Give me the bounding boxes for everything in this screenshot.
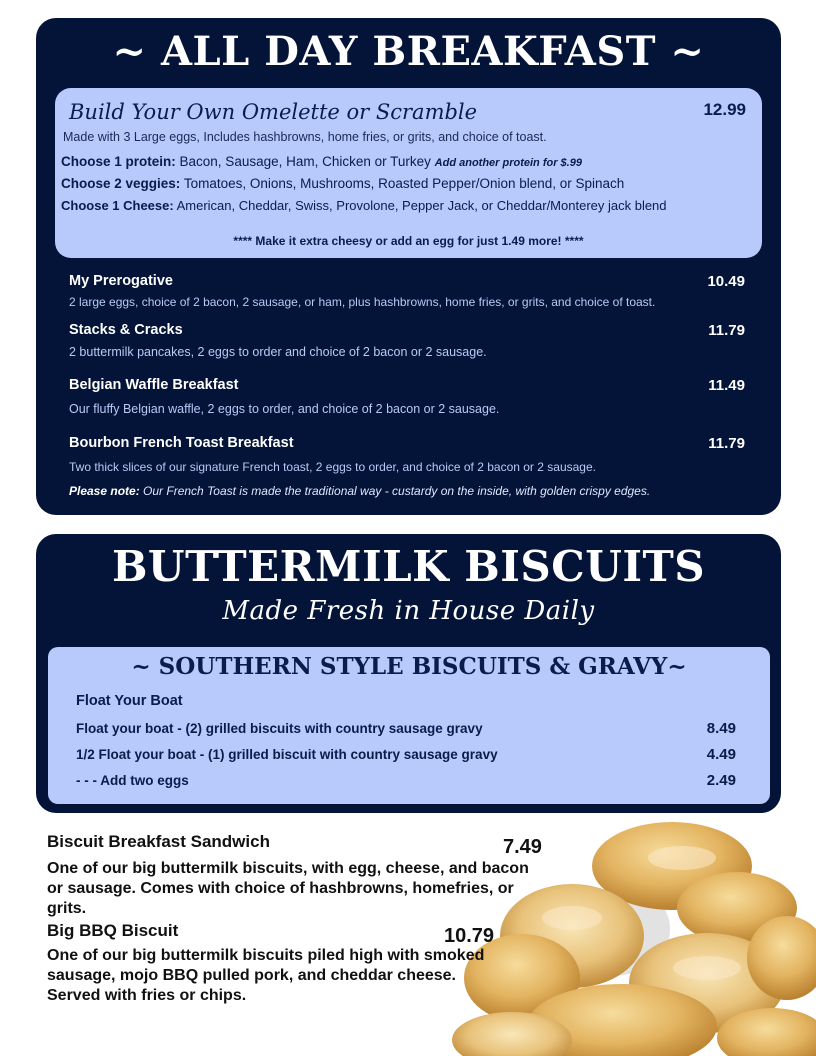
gravy-item-name: 1/2 Float your boat - (1) grilled biscuit with country sausage gravy: [76, 747, 498, 762]
note-label: Please note:: [69, 484, 140, 498]
gravy-section-title: Float Your Boat: [76, 693, 183, 709]
breakfast-panel: [36, 18, 781, 515]
omelette-title: Build Your Own Omelette or Scramble: [69, 100, 478, 124]
sandwich-description: One of our big buttermilk biscuits, with egg, cheese, and bacon or sausage. Comes with choice of hashbrowns, homefries, or grits.: [47, 860, 529, 917]
item-price: 10.49: [707, 273, 745, 290]
omelette-price: 12.99: [703, 100, 746, 119]
omelette-box: [55, 88, 762, 258]
item-name: Belgian Waffle Breakfast: [69, 377, 239, 393]
omelette-description: Made with 3 Large eggs, Includes hashbrowns, home fries, or grits, and choice of toast.: [63, 130, 547, 144]
item-price: 11.79: [708, 322, 745, 339]
cheese-line: [61, 198, 667, 213]
gravy-item-price: 8.49: [706, 720, 736, 737]
sandwich-name: Biscuit Breakfast Sandwich: [47, 832, 270, 851]
protein-note: Add another protein for $.99: [434, 157, 582, 169]
item-name: My Prerogative: [69, 273, 173, 289]
omelette-extra: **** Make it extra cheesy or add an egg for just 1.49 more! ****: [233, 234, 584, 248]
note-text: Our French Toast is made the traditional way - custardy on the inside, with golden crispy edges.: [143, 484, 651, 498]
sandwich-description: One of our big buttermilk biscuits piled high with smoked sausage, mojo BBQ pulled pork, and cheddar cheese. Served with fries or chips.: [47, 947, 485, 1004]
gravy-item-name: - - - Add two eggs: [76, 773, 189, 788]
item-name: Bourbon French Toast Breakfast: [69, 435, 294, 451]
gravy-item-name: Float your boat - (2) grilled biscuits with country sausage gravy: [76, 721, 483, 736]
gravy-item-price: 4.49: [706, 746, 736, 763]
sandwich-price: 7.49: [503, 836, 542, 858]
biscuits-title: BUTTERMILK BISCUITS: [111, 542, 706, 591]
item-description: Two thick slices of our signature French toast, 2 eggs to order, and choice of 2 bacon or 2 sausage.: [69, 460, 596, 474]
item-description: Our fluffy Belgian waffle, 2 eggs to order, and choice of 2 bacon or 2 sausage.: [69, 402, 500, 416]
gravy-item-price: 2.49: [706, 772, 736, 789]
biscuits-panel: [36, 534, 781, 813]
protein-label: Choose 1 protein:: [61, 154, 176, 169]
item-description: 2 buttermilk pancakes, 2 eggs to order and choice of 2 bacon or 2 sausage.: [69, 345, 487, 359]
sandwich-name: Big BBQ Biscuit: [47, 921, 179, 940]
cheese-options: American, Cheddar, Swiss, Provolone, Pepper Jack, or Cheddar/Monterey jack blend: [176, 198, 667, 213]
french-toast-note: [69, 484, 650, 498]
sandwich-price: 10.79: [444, 925, 495, 947]
veggie-label: Choose 2 veggies:: [61, 176, 181, 191]
item-description: 2 large eggs, choice of 2 bacon, 2 sausage, or ham, plus hashbrowns, home fries, or grits, and choice of toast.: [69, 295, 656, 309]
veggie-options: Tomatoes, Onions, Mushrooms, Roasted Pepper/Onion blend, or Spinach: [183, 176, 625, 191]
item-name: Stacks & Cracks: [69, 322, 183, 338]
item-price: 11.49: [708, 377, 745, 394]
protein-line: [61, 154, 582, 169]
veggie-line: [61, 176, 624, 191]
gravy-title: ~ SOUTHERN STYLE BISCUITS & GRAVY~: [131, 653, 687, 680]
protein-options: Bacon, Sausage, Ham, Chicken or Turkey: [179, 154, 431, 169]
item-price: 11.79: [708, 435, 745, 452]
cheese-label: Choose 1 Cheese:: [61, 198, 174, 213]
gravy-box: [48, 647, 770, 804]
biscuits-subtitle: Made Fresh in House Daily: [222, 596, 595, 626]
breakfast-title: ~ ALL DAY BREAKFAST ~: [112, 28, 705, 75]
